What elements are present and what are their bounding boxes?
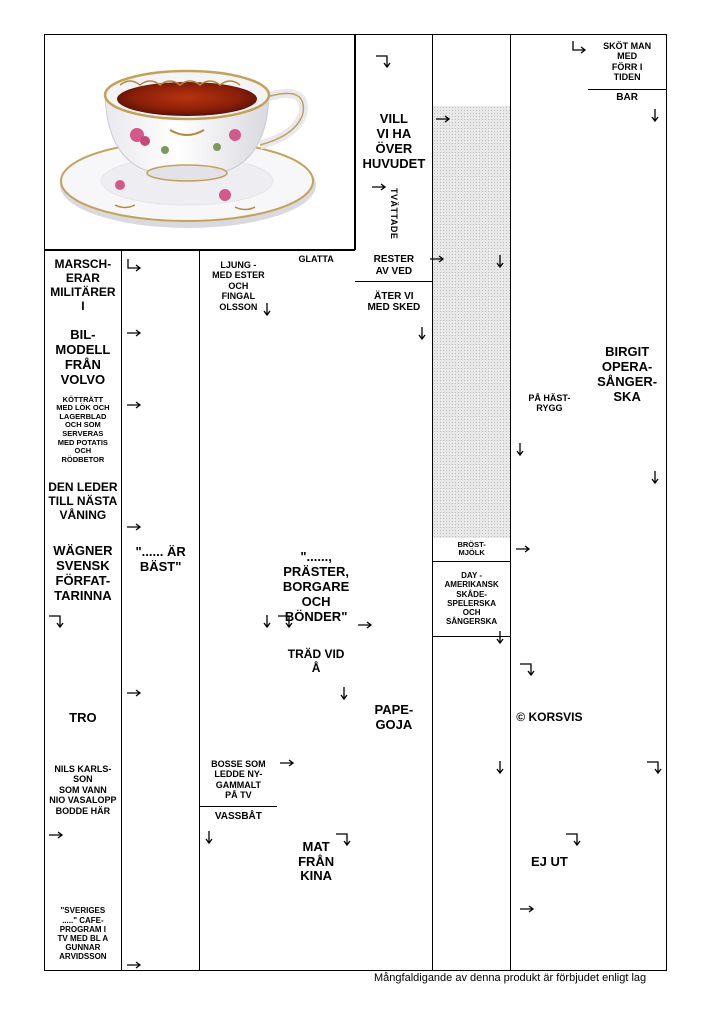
clue-tvattade: TVÄTTADE <box>389 188 400 240</box>
arrow-down-icon <box>417 326 437 342</box>
arrow-right-icon <box>126 960 146 976</box>
arrow-down-icon <box>495 760 515 776</box>
clue-papegoja: PAPE- GOJA <box>374 702 414 732</box>
clue-mat-fran-kina: MAT FRÅN KINA <box>298 838 335 884</box>
grid-cell[interactable] <box>588 178 666 251</box>
arrow-right-icon <box>48 830 68 846</box>
arrow-downright-icon <box>126 258 146 274</box>
clue-nils: NILS KARLS- SON SOM VANN NIO VASALOPP BODDE HÄR <box>49 764 117 816</box>
arrow-right-icon <box>126 328 146 344</box>
clue-bilmodell: BIL- MODELL FRÅN VOLVO <box>55 327 111 387</box>
clue-den-leder: DEN LEDER TILL NÄSTA VÅNING <box>48 480 118 522</box>
clue-vill-vi-ha: VILL VI HA ÖVER HUVUDET <box>362 111 426 171</box>
tea-cup-icon <box>45 35 353 248</box>
arrow-rightdown-icon <box>277 614 297 630</box>
grid-cell[interactable] <box>355 34 433 107</box>
arrow-down-icon <box>339 686 359 702</box>
arrow-right-icon <box>371 182 391 198</box>
arrow-down-icon <box>495 254 515 270</box>
grid-cell[interactable] <box>277 322 355 395</box>
arrow-down-icon <box>515 442 535 458</box>
grid-cell[interactable] <box>200 466 278 539</box>
arrow-right-icon <box>435 114 455 130</box>
arrow-downright-icon <box>571 40 591 56</box>
grid-cell[interactable] <box>355 826 433 899</box>
clue-trad-vid: TRÄD VID Å <box>287 647 345 676</box>
grid-cell[interactable] <box>355 898 433 971</box>
arrow-down-icon <box>204 830 224 846</box>
arrow-right-icon <box>357 620 377 636</box>
arrow-right-icon <box>279 758 299 774</box>
shaded-cell <box>433 322 511 395</box>
arrow-down-icon <box>650 108 670 124</box>
grid-cell[interactable] <box>200 394 278 467</box>
grid-cell[interactable] <box>122 610 200 683</box>
arrow-rightdown-icon <box>646 760 666 776</box>
clue-glatta: GLATTA <box>298 253 334 264</box>
clue-ej-ut: EJ UT <box>530 853 568 869</box>
shaded-cell <box>433 394 511 467</box>
clue-ar-bast: "...... ÄR BÄST" <box>135 543 186 574</box>
clue-pa-hastrygg: PÅ HÄST- RYGG <box>528 392 571 413</box>
grid-cell[interactable] <box>588 898 666 971</box>
arrow-rightdown-icon <box>519 662 539 678</box>
grid-cell[interactable] <box>588 538 666 611</box>
grid-cell[interactable] <box>511 178 589 251</box>
grid-cell[interactable] <box>277 898 355 971</box>
arrow-rightdown-icon <box>48 614 68 630</box>
arrow-down-icon <box>495 630 515 646</box>
grid-cell[interactable] <box>433 898 511 971</box>
clue-ater-vi: ÄTER VI MED SKED <box>367 290 421 314</box>
grid-cell[interactable] <box>511 322 589 395</box>
shaded-cell <box>433 178 511 251</box>
clue-bar: BAR <box>616 92 638 104</box>
clue-tro: TRO <box>69 709 97 725</box>
grid-cell[interactable] <box>122 754 200 827</box>
arrow-right-icon <box>126 400 146 416</box>
clue-kottratt: KÖTTRÄTT MED LÖK OCH LAGERBLAD OCH SOM SERVERAS MED POTATIS OCH RÖDBETOR <box>56 394 110 464</box>
grid-cell[interactable] <box>355 466 433 539</box>
arrow-right-icon <box>515 544 535 560</box>
clue-copyright: © KORSVIS <box>516 710 583 725</box>
clue-birgit: BIRGIT OPERA- SÅNGER- SKA <box>597 344 658 405</box>
grid-cell[interactable] <box>200 538 278 611</box>
grid-cell[interactable] <box>200 322 278 395</box>
arrow-rightdown-icon <box>565 832 585 848</box>
clue-bosse: BOSSE SOM LEDDE NY- GAMMALT PÅ TV <box>200 754 278 807</box>
clue-rester: RESTER AV VED <box>355 250 433 282</box>
clue-day: DAY - AMERIKANSK SKÅDE- SPELERSKA OCH SÅNGERSKA <box>433 562 511 637</box>
arrow-down-icon <box>262 302 282 318</box>
grid-cell[interactable] <box>433 34 511 107</box>
grid-cell[interactable] <box>433 826 511 899</box>
grid-cell[interactable] <box>277 394 355 467</box>
grid-cell[interactable] <box>200 682 278 755</box>
shaded-cell <box>433 466 511 539</box>
grid-cell[interactable] <box>433 682 511 755</box>
arrow-down-icon <box>650 470 670 486</box>
grid-cell[interactable] <box>200 898 278 971</box>
tea-cup-image <box>45 35 353 248</box>
arrow-right-icon <box>519 904 539 920</box>
grid-cell[interactable] <box>588 250 666 323</box>
clue-wagner: WÄGNER SVENSK FÖRFAT- TARINNA <box>53 543 113 603</box>
arrow-rightdown-icon <box>375 54 395 70</box>
grid-cell[interactable] <box>588 610 666 683</box>
arrow-rightdown-icon <box>335 832 355 848</box>
arrow-right-icon <box>126 688 146 704</box>
grid-cell[interactable] <box>511 250 589 323</box>
grid-cell[interactable] <box>588 826 666 899</box>
grid-cell[interactable] <box>511 466 589 539</box>
grid-cell[interactable] <box>277 466 355 539</box>
clue-skot-man: SKÖT MAN MED FÖRR I TIDEN <box>588 34 666 90</box>
clue-brostmjolk: BRÖST- MJÖLK <box>433 538 511 562</box>
clue-ljung: LJUNG - MED ESTER OCH FINGAL OLSSON <box>212 260 265 312</box>
grid-cell[interactable] <box>588 682 666 755</box>
arrow-right-icon <box>429 254 449 270</box>
clue-vassbat: VASSBÅT <box>214 810 262 822</box>
arrow-right-icon <box>126 522 146 538</box>
grid-cell[interactable] <box>355 394 433 467</box>
grid-cell[interactable] <box>355 538 433 611</box>
grid-cell[interactable] <box>511 754 589 827</box>
copyright-notice: Mångfaldigande av denna produkt är förbjudet enligt lag <box>374 972 647 984</box>
clue-prastet: "......, PRÄSTER, BORGARE OCH BÖNDER" <box>282 549 350 624</box>
clue-marscherar: MARSCH- ERAR MILITÄRER I <box>50 257 116 313</box>
grid-cell[interactable] <box>122 826 200 899</box>
clue-sveriges: "SVERIGES ....." CAFE- PROGRAM I TV MED BL A GUNNAR ARVIDSSON <box>57 906 109 962</box>
grid-cell[interactable] <box>511 106 589 179</box>
grid-cell[interactable] <box>355 754 433 827</box>
